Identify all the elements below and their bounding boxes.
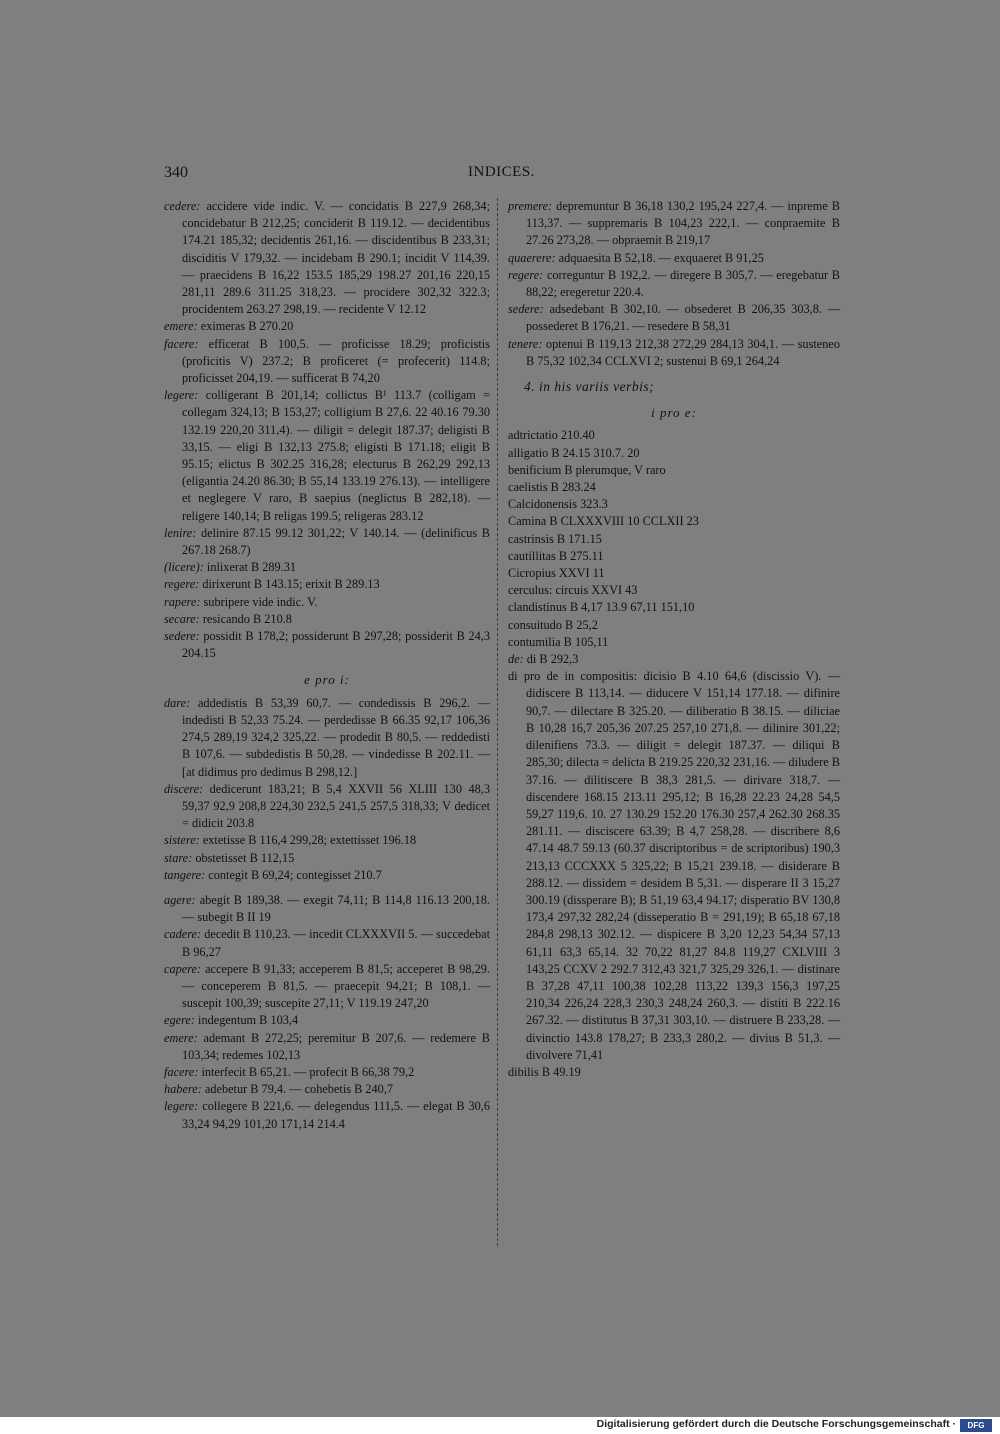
- index-entry: [508, 634, 840, 651]
- index-entry: [164, 1064, 490, 1081]
- index-entry: [508, 301, 840, 335]
- entry-lemma: egere:: [164, 1013, 195, 1028]
- footer-bar: [0, 1417, 1000, 1434]
- index-entry: [164, 198, 490, 318]
- index-entry: [164, 318, 490, 335]
- entry-lemma: stare:: [164, 850, 193, 865]
- index-entry: [164, 961, 490, 1013]
- subsection-heading: e pro i:: [304, 672, 350, 688]
- column-divider: [497, 198, 498, 1246]
- index-entry: [508, 336, 840, 370]
- index-entry: [164, 594, 490, 611]
- index-entry: [164, 867, 490, 884]
- entry-text: adtrictatio 210.40: [508, 428, 595, 443]
- index-entry: [508, 599, 840, 616]
- index-entry: [508, 496, 840, 513]
- entry-lemma: legere:: [164, 388, 199, 403]
- entry-text: collegere B 221,6. — delegendus 111,5. — elegat B 30,6 33,24 94,29 101,20 171,14 214.4: [182, 1099, 490, 1131]
- entry-lemma: tangere:: [164, 867, 206, 882]
- subsection-heading: i pro e:: [651, 405, 697, 421]
- entry-text: delinire 87.15 99.12 301,22; V 140.14. — (delinificus B 267.18 268.7): [182, 525, 490, 558]
- entry-lemma: facere:: [164, 336, 199, 351]
- section-heading: 4. in his variis verbis;: [524, 379, 655, 395]
- index-entry: [508, 651, 840, 668]
- page-header: [164, 164, 844, 188]
- entry-lemma: tenere:: [508, 336, 543, 351]
- entry-lemma: discere:: [164, 781, 204, 796]
- right-column: [508, 198, 840, 1081]
- index-entry: [508, 531, 840, 548]
- index-entry: [508, 582, 840, 599]
- entry-text: indegentum B 103,4: [198, 1013, 299, 1028]
- index-entry: [508, 548, 840, 565]
- entry-text: consuitudo B 25,2: [508, 617, 598, 632]
- index-entry: [508, 427, 840, 444]
- entry-lemma: dare:: [164, 695, 191, 710]
- index-entry: [508, 668, 840, 1064]
- index-entry: [508, 513, 840, 530]
- entry-text: cerculus: circuis XXVI 43: [508, 583, 638, 598]
- entry-text: clandistinus B 4,17 13.9 67,11 151,10: [508, 600, 695, 615]
- entry-lemma: premere:: [508, 199, 553, 213]
- entry-text: addedistis B 53,39 60,7. — condedissis B 296,2. — indedisti B 52,33 75.24. — perdedisse B 66.35 92,17 106,36 274,5 289,19 324,2 325,22. — prodedit B 80,5. — reddedisti B 107,6. — subdedistis B 50,28. — vindedisse B 202.11. — [at didimus pro dedimus B 298,12.]: [182, 695, 491, 779]
- entry-text: alligatio B 24.15 310.7. 20: [508, 445, 640, 460]
- entry-text: Cicropius XXVI 11: [508, 566, 605, 581]
- index-entry: [164, 892, 490, 926]
- entry-text: adquaesita B 52,18. — exquaeret B 91,25: [558, 250, 764, 265]
- entry-text: resicando B 210.8: [202, 611, 292, 626]
- entry-text: decedit B 110,23. — incedit CLXXXVII 5. — succedebat B 96,27: [182, 927, 490, 959]
- entry-text: Camina B CLXXXVIII 10 CCLXII 23: [508, 514, 699, 529]
- entry-text: eximeras B 270.20: [200, 319, 294, 334]
- entry-text: depremuntur B 36,18 130,2 195,24 227,4. — inpreme B 113,37. — suppremaris B 104,23 222,1. — conpraemite B 27.26 273,28. — obpraemit B 219,17: [526, 199, 840, 248]
- running-head: INDICES.: [468, 164, 535, 180]
- entry-text: benificium B plerumque, V raro: [508, 462, 666, 477]
- entry-lemma: secare:: [164, 611, 200, 626]
- index-entry: [164, 1098, 490, 1132]
- entry-text: di B 292,3: [526, 652, 579, 667]
- index-entry: [164, 1030, 490, 1064]
- entry-lemma: regere:: [164, 577, 200, 592]
- entry-lemma: regere:: [508, 267, 544, 282]
- entry-text: colligerant B 201,14; collictus B¹ 113.7 (colligam = collegam 324,13; B 153,27; colligium B 27,6. 22 40.16 79.30 132.19 220,20 311,4). — diligit = delegit 187.37; deligisti B 33,15. — eligi B 132,13 275.8; eligisti B 171.18; eligit B 95.15; elictus B 302.25 316,28; electurus B 262,29 292,13 (eligantia 24.20 86.30; B 55,14 133.19 276.13). — intelligere et neglegere V raro, B saepius (neglictus B 282,18). — religere 140,14; B religas 199.5; religeras 283.12: [182, 388, 491, 523]
- entry-text: accidere vide indic. V. — concidatis B 227,9 268,34; concidebatur B 212,25; conciderit B 119.12. — decidentibus 174.21 185,32; decidentis 261,16. — discidentibus B 233,31; disciditis V 179,32. — incidebam B 290.1; incidit V 114,39. — praecidens B 16,22 153.5 185,29 198.27 201,16 220,15 281,11 289.6 311.25 318,23. — procidere 302,32 322.3; procidentem 263.27 298,19. — recidente V 12.12: [182, 199, 490, 317]
- index-entry: [164, 576, 490, 593]
- entry-text: obstetisset B 112,15: [195, 850, 295, 865]
- entry-text: optenui B 119,13 212,38 272,29 284,13 304,1. — susteneo B 75,32 102,34 CCLXVI 2; sustenui B 69,1 264,24: [526, 336, 840, 368]
- footer-credit: Digitalisierung gefördert durch die Deutsche Forschungsgemeinschaft ·: [596, 1418, 956, 1430]
- entry-text: dirixerunt B 143.15; erixit B 289.13: [202, 577, 380, 592]
- entry-text: contumilia B 105,11: [508, 634, 609, 649]
- index-entry: [164, 387, 490, 525]
- index-entry: [508, 617, 840, 634]
- entry-text: castrinsis B 171.15: [508, 531, 602, 546]
- entry-lemma: rapere:: [164, 594, 201, 609]
- index-entry: [164, 850, 490, 867]
- entry-lemma: capere:: [164, 961, 202, 976]
- entry-lemma: sedere:: [164, 629, 200, 644]
- entry-lemma: sedere:: [508, 302, 544, 317]
- entry-text: dibilis B 49.19: [508, 1064, 581, 1079]
- entry-lemma: quaerere:: [508, 250, 556, 265]
- entry-lemma: emere:: [164, 1030, 198, 1045]
- index-entry: [164, 611, 490, 628]
- entry-lemma: cedere:: [164, 199, 201, 213]
- index-entry: [164, 926, 490, 960]
- entry-text: efficerat B 100,5. — proficisse 18.29; proficistis (proficitis V) 237.2; B proficeret (= profecerit) 114.8; proficisset 204,19. — sufficerat B 74,20: [182, 336, 490, 386]
- entry-text: abegit B 189,38. — exegit 74,11; B 114,8 116.13 200,18. — subegit B II 19: [182, 892, 490, 925]
- entry-text: correguntur B 192,2. — diregere B 305,7. — eregebatur B 88,22; eregeretur 220.4.: [526, 267, 840, 300]
- entry-text: di pro de in compositis: dicisio B 4.10 64,6 (discissio V). — didiscere B 113,14. — diducere V 151,14 177.18. — difinire 90,7. — dilectare B 325.20. — diliberatio B 38.15. — diliciae B 10,28 16,7 205,36 207.25 257,10 271,8. — dilinire 301,22; dilenifiens 73.3. — diligit = delegit 187.37. — diliqui B 285,30; dilecta = delicta B 219.25 220,32 231,16. — diludere B 37.16. — dilitiscere B 38,3 281,5. — dirivare 318,7. — discendere 168.15 213.11 295,12; B 16,28 22.23 24,28 54,5 59,27 119,6. 10. 27 130.29 152.20 176.30 257,4 262.30 268.35 281.11. — disciscere 63.39; B 4,7 258,28. — discribere 8,6 47.14 48.7 59.13 (60.37 discriptoribus = de scriptoribus) 190,3 213,13 CCCXXX 5 325,22; B 15,21 239.18. — disiderare B 288.12. — dissidem = desidem B 5,31. — disperare II 3 15,27 300.19 (dissperare B); B 51,19 63,4 94.17; disperatio BV 130,8 173,4 297,32 282,24 (disseperatio B = 291,19); B 65,18 67,18 284,8 298,13 302.12. — dispicere B 3,20 12,23 54,34 57,13 61,11 63,3 65,14. 32 70,22 81,27 84.8 119,27 CXLVIII 3 143,25 CCXV 2 292.7 312,43 321,7 325,29 326,1. — distinare B 37,28 47,11 100,38 102,28 113,22 139,3 156,3 197,25 210,34 226,24 228,3 230,3 248,24 260,3. — distiti B 222.16 267.32. — distitutus B 37,31 303,10. — distruere B 233,28. — divinctio 143.8 178,27; B 233,3 280,2. — divius B 51,3. — divolvere 71,41: [508, 669, 840, 1062]
- index-entry: [164, 559, 490, 576]
- index-entry: [164, 525, 490, 559]
- entry-text: extetisse B 116,4 299,28; extettisset 196.18: [202, 833, 417, 848]
- entry-text: caelistis B 283.24: [508, 480, 596, 495]
- entry-lemma: de:: [508, 652, 524, 667]
- entry-text: Calcidonensis 323.3: [508, 497, 608, 512]
- entry-lemma: agere:: [164, 892, 196, 907]
- entry-text: adsedebant B 302,10. — obsederet B 206,35 303,8. — possederet B 176,21. — resedere B 58,31: [526, 302, 840, 334]
- index-entry: [164, 1012, 490, 1029]
- entry-text: possidit B 178,2; possiderunt B 297,28; possiderit B 24,3 204.15: [182, 629, 490, 661]
- index-entry: [508, 479, 840, 496]
- left-column: [164, 198, 490, 1133]
- entry-lemma: (licere):: [164, 560, 204, 575]
- entry-lemma: emere:: [164, 319, 198, 334]
- index-entry: [508, 250, 840, 267]
- entry-text: dedicerunt 183,21; B 5,4 XXVII 56 XLIII 130 48,3 59,37 92,9 208,8 224,30 232,5 241,5 257,5 318,33; V dedicet = didicit 203.8: [182, 781, 490, 831]
- index-entry: [508, 1064, 840, 1081]
- entry-lemma: legere:: [164, 1099, 199, 1114]
- index-entry: [508, 462, 840, 479]
- index-entry: [508, 445, 840, 462]
- entry-text: contegit B 69,24; contegisset 210.7: [208, 867, 382, 882]
- entry-text: ademant B 272,25; peremitur B 207,6. — redemere B 103,34; redemes 102,13: [182, 1030, 490, 1062]
- index-entry: [164, 336, 490, 388]
- index-entry: [164, 1081, 490, 1098]
- entry-lemma: facere:: [164, 1064, 199, 1079]
- index-entry: [164, 832, 490, 849]
- entry-lemma: sistere:: [164, 833, 200, 848]
- index-entry: [164, 695, 490, 781]
- entry-text: inlixerat B 289.31: [206, 560, 297, 575]
- index-entry: [508, 565, 840, 582]
- index-entry: [164, 628, 490, 662]
- entry-lemma: habere:: [164, 1082, 202, 1097]
- dfg-logo: DFG: [960, 1419, 992, 1432]
- page-number: 340: [164, 164, 188, 181]
- index-entry: [508, 267, 840, 301]
- index-entry: [508, 198, 840, 250]
- entry-text: adebetur B 79,4. — cohebetis B 240,7: [204, 1082, 394, 1097]
- entry-lemma: lenire:: [164, 525, 197, 540]
- entry-text: interfecit B 65,21. — profecit B 66,38 79,2: [201, 1064, 415, 1079]
- index-entry: [164, 781, 490, 833]
- entry-lemma: cadere:: [164, 927, 202, 942]
- entry-text: accepere B 91,33; acceperem B 81,5; acceperet B 98,29. — conceperem B 81,5. — praecepit 94,21; B 108,1. — suscepit 100,39; suscepite 27,11; V 119.19 247,20: [182, 961, 490, 1011]
- entry-text: cautillitas B 275.11: [508, 548, 604, 563]
- entry-text: subripere vide indic. V.: [203, 594, 318, 609]
